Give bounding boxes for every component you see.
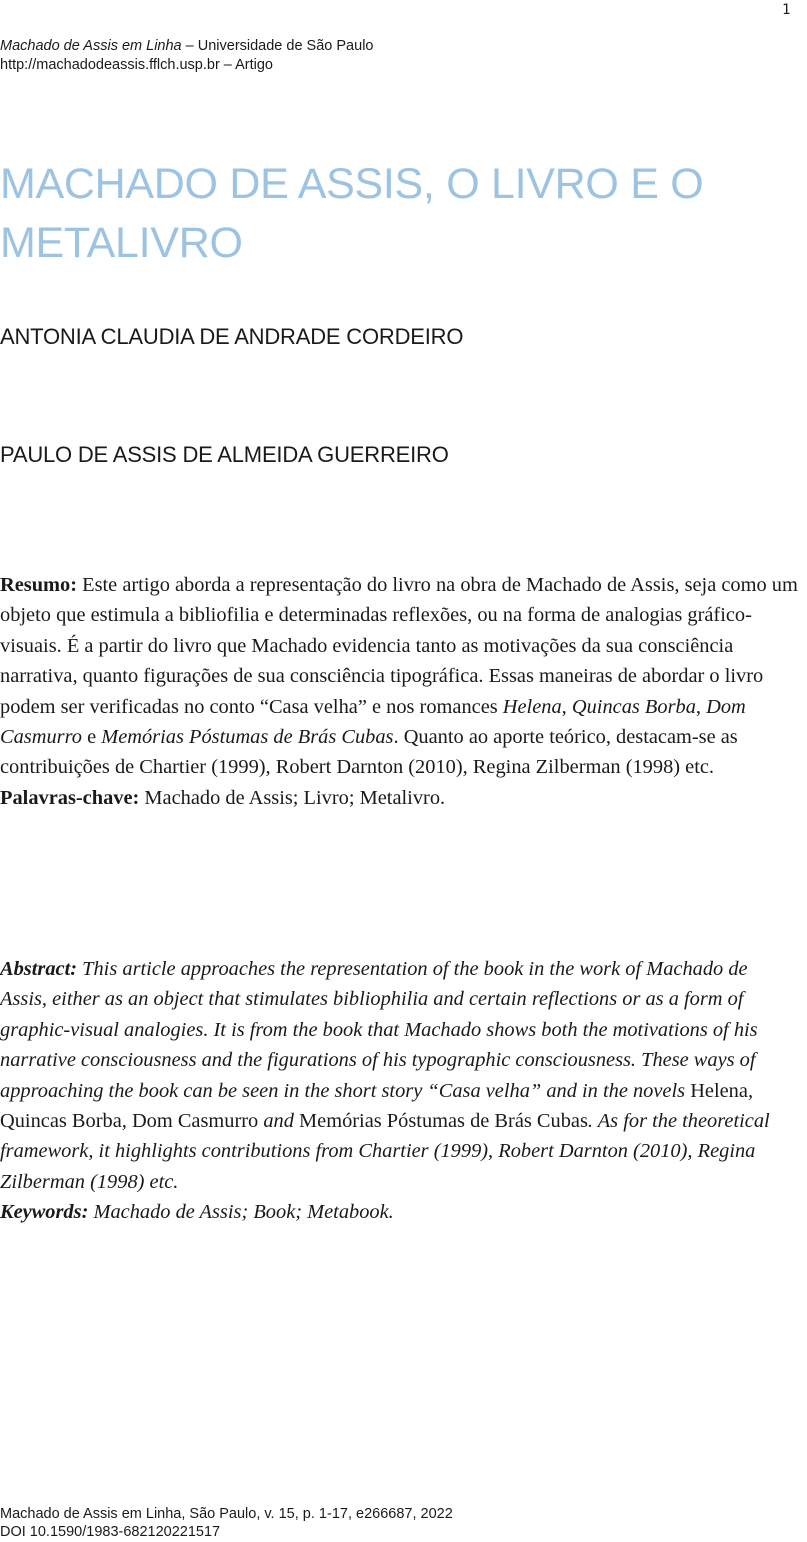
separator: , xyxy=(561,695,572,718)
book-title: Helena xyxy=(690,1079,748,1102)
palavras-chave-line xyxy=(0,783,798,813)
keywords: Machado de Assis; Book; Metabook. xyxy=(88,1201,394,1224)
book-title: Helena xyxy=(502,695,562,718)
resumo-section xyxy=(0,570,798,813)
resumo-label: Resumo: xyxy=(0,574,78,596)
resumo-text: . Quanto ao aporte teórico, destacam-se as contribuições de Chartier (1999), Robert Darnton (2010), Regina Zilberman (1998) etc. xyxy=(0,726,738,779)
journal-url-line xyxy=(0,56,373,75)
palavras-chave-label: Palavras-chave: xyxy=(0,786,140,809)
separator: and xyxy=(258,1110,300,1133)
journal-name: Machado de Assis em Linha xyxy=(0,38,182,54)
abstract-text: This article approaches the representation of the book in the work of Machado de Assis, either as an object that stimulates bibliophilia and certain reflections or as a form of graphic-visual analogies. It is from the book that Machado shows both the motivations of his narrative consciousness and the figurations of his typographic consciousness. These ways of approaching the book can be seen in the short story “Casa velha” and in the novels xyxy=(0,958,758,1102)
abstract-text: . As for the theoretical framework, it highlights contributions from Chartier (1999), Robert Darnton (2010), Regina Zilberman (1998) etc. xyxy=(0,1110,770,1193)
book-title: Quincas Borba xyxy=(571,695,696,718)
separator: , xyxy=(747,1079,754,1102)
separator: , xyxy=(121,1110,132,1133)
keywords-label: Keywords: xyxy=(0,1201,89,1224)
citation-line: Machado de Assis em Linha, São Paulo, v. 15, p. 1-17, e266687, 2022 xyxy=(0,1506,453,1522)
page-footer xyxy=(0,1505,453,1541)
abstract-paragraph xyxy=(0,954,798,1197)
journal-line xyxy=(0,37,373,56)
abstract-section xyxy=(0,954,798,1228)
abstract-label: Abstract: xyxy=(0,958,78,980)
book-title: Memórias Póstumas de Brás Cubas xyxy=(101,726,394,749)
journal-institution: – Universidade de São Paulo xyxy=(181,38,374,54)
journal-header xyxy=(0,37,373,75)
separator: , xyxy=(695,695,707,718)
separator: e xyxy=(81,726,102,749)
journal-url[interactable]: http://machadodeassis.fflch.usp.br xyxy=(0,57,220,73)
author-name: PAULO DE ASSIS DE ALMEIDA GUERREIRO xyxy=(0,442,449,467)
article-type: – Artigo xyxy=(219,57,273,73)
book-title: Memórias Póstumas de Brás Cubas xyxy=(299,1110,588,1133)
book-title: Quincas Borba xyxy=(0,1110,122,1133)
book-title: Dom Casmurro xyxy=(131,1110,259,1133)
author-name: ANTONIA CLAUDIA DE ANDRADE CORDEIRO xyxy=(0,324,464,349)
keywords-line xyxy=(0,1197,798,1227)
doi-line[interactable]: DOI 10.1590/1983-682120221517 xyxy=(0,1524,221,1540)
resumo-text: Este artigo aborda a representação do livro na obra de Machado de Assis, seja como um objeto que estimula a bibliofilia e determinadas reflexões, ou na forma de analogias gráfico-visuais. É a partir do livro que Machado evidencia tanto as motivações da sua consciência narrativa, quanto figurações de sua consciência tipográfica. Essas maneiras de abordar o livro podem ser verificadas no conto “Casa velha” e nos romances xyxy=(0,574,798,718)
page-number: 1 xyxy=(782,2,791,18)
resumo-paragraph xyxy=(0,570,798,783)
article-title: MACHADO DE ASSIS, O LIVRO E O METALIVRO xyxy=(0,160,704,267)
palavras-chave: Machado de Assis; Livro; Metalivro. xyxy=(139,786,446,809)
book-title: Dom Casmurro xyxy=(0,695,746,749)
